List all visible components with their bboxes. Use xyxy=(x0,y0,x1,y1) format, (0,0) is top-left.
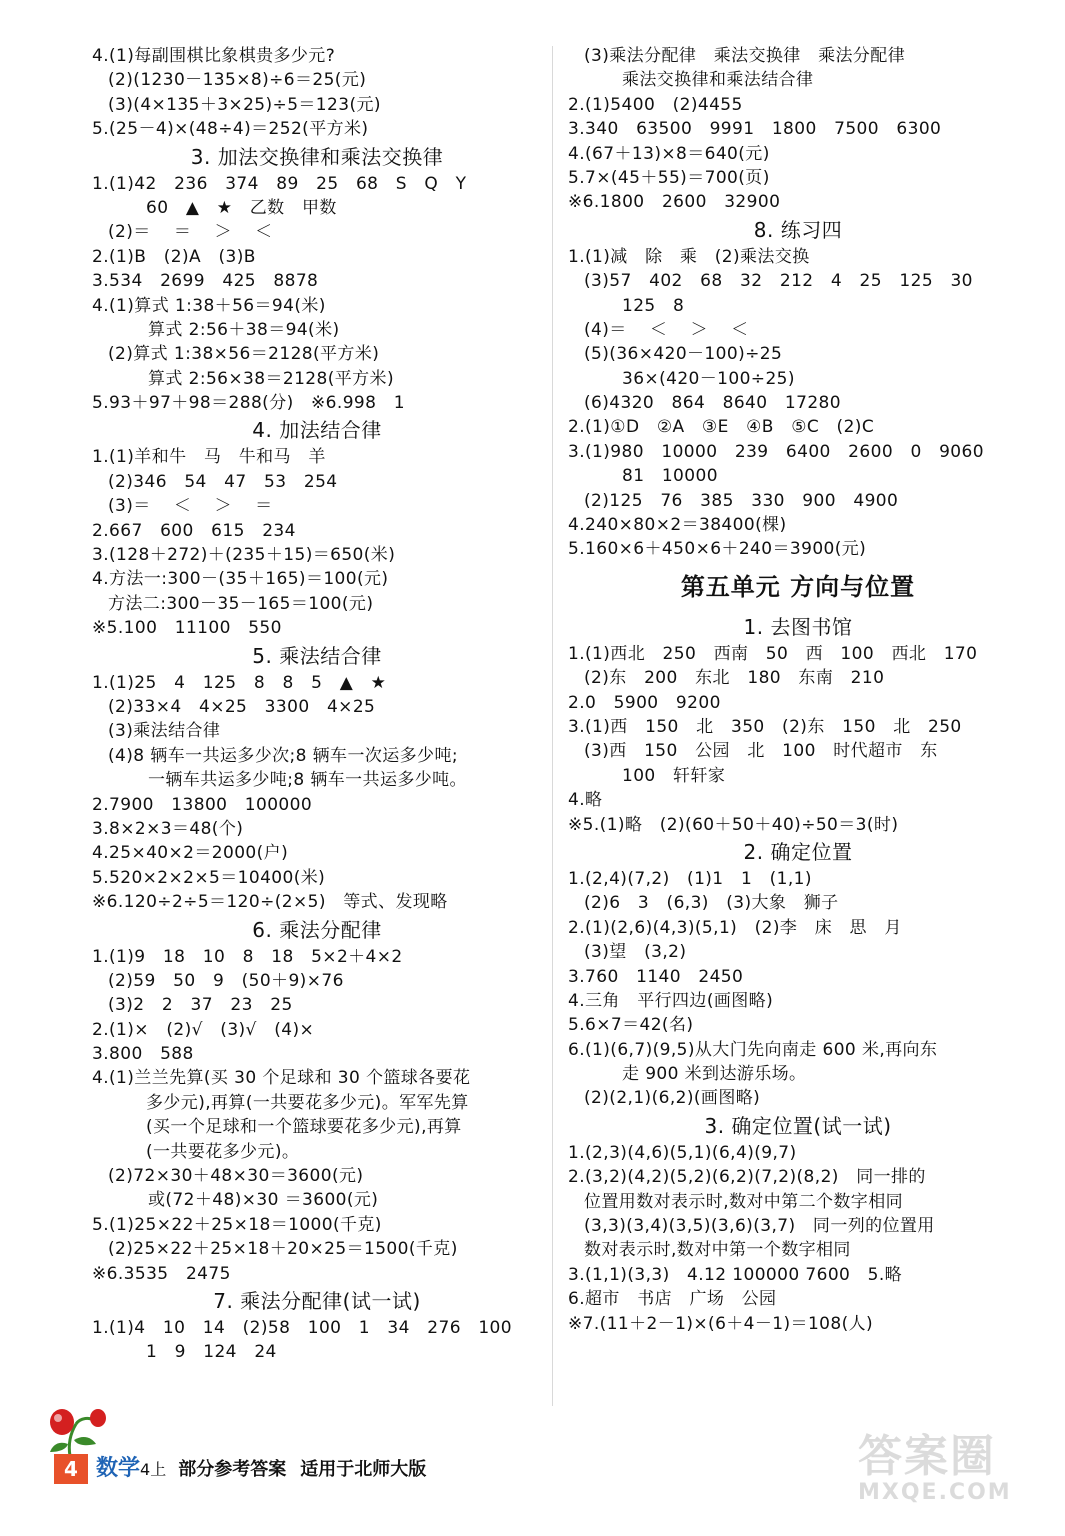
answer-line: ※5.(1)略 (2)(60＋50＋40)÷50＝3(时) xyxy=(568,814,899,835)
answer-line: 2.(1)× (2)√ (3)√ (4)× xyxy=(92,1019,315,1040)
answer-line: 1.(1)4 10 14 (2)58 100 1 34 276 100 xyxy=(92,1317,512,1338)
answer-line: (3)望 (3,2) xyxy=(584,942,687,963)
answer-line: 6.(1)(6,7)(9,5)从大门先向南走 600 米,再向东 xyxy=(568,1039,938,1060)
answer-line: (3)(4×135＋3×25)÷5＝123(元) xyxy=(108,94,381,115)
answer-line: 2.667 600 615 234 xyxy=(92,520,296,541)
answer-line: 一辆车共运多少吨;8 辆车一共运多少吨。 xyxy=(148,770,467,791)
answer-line: ※6.3535 2475 xyxy=(92,1263,231,1284)
watermark-logo xyxy=(858,1420,1058,1530)
answer-line: (2)33×4 4×25 3300 4×25 xyxy=(108,696,376,717)
answer-line: (5)(36×420－100)÷25 xyxy=(584,344,783,365)
watermark-top: 答案圈 xyxy=(858,1431,996,1482)
answer-line: 4.方法一:300－(35＋165)＝100(元) xyxy=(92,569,389,590)
answer-line: (3)乘法分配律 乘法交换律 乘法分配律 xyxy=(584,46,906,66)
answer-line: (6)4320 864 8640 17280 xyxy=(584,393,841,414)
answer-line: (2)＝ ＝ ＞ ＜ xyxy=(108,222,273,243)
answer-line: 1.(1)羊和牛 马 牛和马 羊 xyxy=(92,447,326,468)
answer-line: 3.8×2×3＝48(个) xyxy=(92,818,244,839)
answer-line: (2)72×30＋48×30＝3600(元) xyxy=(108,1166,364,1187)
answer-line: 2.(1)(2,6)(4,3)(5,1) (2)李 床 思 月 xyxy=(568,917,902,938)
answer-line: (3)乘法结合律 xyxy=(108,721,221,742)
answer-line: 数对表示时,数对中第一个数字相同 xyxy=(584,1240,851,1261)
answer-line: 位置用数对表示时,数对中第二个数字相同 xyxy=(584,1191,904,1212)
section-heading: 3. 加法交换律和乘法交换律 xyxy=(190,144,444,169)
answer-line: (3)＝ ＜ ＞ ＝ xyxy=(108,496,273,517)
answer-line: 方法二:300－35－165＝100(元) xyxy=(108,593,374,614)
answer-line: 81 10000 xyxy=(622,466,718,487)
answer-line: (2)算式 1:38×56＝2128(平方米) xyxy=(108,344,380,365)
answer-line: 或(72＋48)×30 ＝3600(元) xyxy=(148,1190,379,1211)
answer-line: 5.7×(45＋55)＝700(页) xyxy=(568,167,770,188)
column-divider xyxy=(552,46,553,1406)
answer-line: 5.6×7＝42(名) xyxy=(568,1015,694,1036)
answer-line: (2)125 76 385 330 900 4900 xyxy=(584,490,899,511)
answer-line: (2)(1230－135×8)÷6＝25(元) xyxy=(108,70,367,91)
answer-line: 1.(2,4)(7,2) (1)1 1 (1,1) xyxy=(568,868,812,889)
answer-line: 2.(1)①D ②A ③E ④B ⑤C (2)C xyxy=(568,417,875,438)
section-heading: 1. 去图书馆 xyxy=(743,614,853,639)
answer-line: (3)57 402 68 32 212 4 25 125 30 xyxy=(584,271,973,292)
unit-title: 第五单元 方向与位置 xyxy=(680,572,916,601)
answer-line: 4.(67＋13)×8＝640(元) xyxy=(568,143,770,164)
answer-line: (2)东 200 东北 180 东南 210 xyxy=(584,668,885,689)
answer-line: 4.(1)兰兰先算(买 30 个足球和 30 个篮球各要花 xyxy=(92,1068,471,1089)
answer-line: ※5.100 11100 550 xyxy=(92,618,282,639)
section-heading: 5. 乘法结合律 xyxy=(252,643,382,668)
section-heading: 2. 确定位置 xyxy=(743,839,853,864)
grade-label: 4上 xyxy=(140,1460,167,1479)
answer-line: 1 9 124 24 xyxy=(146,1342,277,1363)
answer-line: 2.(3,2)(4,2)(5,2)(6,2)(7,2)(8,2) 同一排的 xyxy=(568,1167,926,1188)
answer-line: 2.7900 13800 100000 xyxy=(92,794,313,815)
answer-line: (一共要花多少元)。 xyxy=(146,1141,300,1162)
answer-line: ※6.1800 2600 32900 xyxy=(568,192,781,213)
answer-line: 2.(1)B (2)A (3)B xyxy=(92,246,256,267)
answer-line: 多少元),再算(一共要花多少元)。军军先算 xyxy=(146,1092,469,1113)
answer-line: 3.534 2699 425 8878 xyxy=(92,271,319,292)
answer-line: 2.0 5900 9200 xyxy=(568,692,721,713)
answer-line: 3.(1)西 150 北 350 (2)东 150 北 250 xyxy=(568,716,962,737)
answer-line: ※6.120÷2÷5＝120÷(2×5) 等式、发现略 xyxy=(92,892,448,913)
answer-line: (2)25×22＋25×18＋20×25＝1500(千克) xyxy=(108,1239,458,1260)
left-answer-column xyxy=(92,44,542,1365)
answer-line: 4.25×40×2＝2000(户) xyxy=(92,843,289,864)
answer-line: (3)西 150 公园 北 100 时代超市 东 xyxy=(584,741,938,762)
answer-line: (2)6 3 (6,3) (3)大象 狮子 xyxy=(584,893,839,914)
answer-line: 4.(1)算式 1:38＋56＝94(米) xyxy=(92,295,326,316)
answer-line: 5.520×2×2×5＝10400(米) xyxy=(92,867,326,888)
answer-line: 走 900 米到达游乐场。 xyxy=(622,1064,807,1085)
watermark-bottom: MXQE.COM xyxy=(858,1480,1012,1505)
answer-line: 算式 2:56×38＝2128(平方米) xyxy=(148,368,394,389)
answer-line: 36×(420－100÷25) xyxy=(622,368,795,389)
answer-line: 5.93＋97＋98＝288(分) ※6.998 1 xyxy=(92,393,405,414)
answer-line: (2)346 54 47 53 254 xyxy=(108,471,338,492)
edition-label: 适用于北师大版 xyxy=(300,1459,427,1480)
answer-line: 1.(1)25 4 125 8 8 5 ▲ ★ xyxy=(92,672,387,693)
answer-line: (2)59 50 9 (50＋9)×76 xyxy=(108,970,344,991)
section-heading: 4. 加法结合律 xyxy=(252,418,382,443)
answer-line: (3)2 2 37 23 25 xyxy=(108,995,293,1016)
answer-line: 1.(1)减 除 乘 (2)乘法交换 xyxy=(568,246,810,267)
answer-line: 60 ▲ ★ 乙数 甲数 xyxy=(146,197,337,218)
answer-line: (2)(2,1)(6,2)(画图略) xyxy=(584,1088,761,1109)
page-number: 4 xyxy=(54,1454,88,1484)
answer-line: 3.800 588 xyxy=(92,1044,194,1065)
answer-line: 乘法交换律和乘法结合律 xyxy=(622,70,814,91)
section-heading: 7. 乘法分配律(试一试) xyxy=(213,1288,421,1313)
answer-line: 5.(1)25×22＋25×18＝1000(千克) xyxy=(92,1214,382,1235)
answer-line: 6.超市 书店 广场 公园 xyxy=(568,1289,777,1310)
answer-line: (4)8 辆车一共运多少次;8 辆车一次运多少吨; xyxy=(108,745,458,766)
answer-line: 1.(1)西北 250 西南 50 西 100 西北 170 xyxy=(568,643,978,664)
section-label: 部分参考答案 xyxy=(178,1459,287,1480)
answer-line: 1.(2,3)(4,6)(5,1)(6,4)(9,7) xyxy=(568,1142,797,1163)
answer-line: 100 轩轩家 xyxy=(622,765,726,786)
answer-line: 3.(128＋272)＋(235＋15)＝650(米) xyxy=(92,545,396,566)
answer-line: 1.(1)42 236 374 89 25 68 S Q Y xyxy=(92,173,467,194)
answer-line: 算式 2:56＋38＝94(米) xyxy=(148,319,340,340)
flower-logo-icon xyxy=(40,1404,110,1460)
section-heading: 8. 练习四 xyxy=(753,217,843,242)
right-answer-column xyxy=(568,44,1028,1336)
answer-line: (4)＝ ＜ ＞ ＜ xyxy=(584,319,749,340)
answer-line: 125 8 xyxy=(622,295,685,316)
answer-line: 2.(1)5400 (2)4455 xyxy=(568,94,743,115)
section-heading: 6. 乘法分配律 xyxy=(252,917,382,942)
answer-line: (买一个足球和一个篮球要花多少元),再算 xyxy=(146,1117,462,1138)
subject-label: 数学 xyxy=(96,1456,141,1481)
answer-line: 4.(1)每副围棋比象棋贵多少元? xyxy=(92,46,336,66)
answer-line: 4.略 xyxy=(568,790,603,811)
answer-line: 5.(25－4)×(48÷4)＝252(平方米) xyxy=(92,119,369,140)
answer-line: 4.三角 平行四边(画图略) xyxy=(568,990,774,1011)
section-heading: 3. 确定位置(试一试) xyxy=(704,1113,892,1138)
answer-line: 3.(1)980 10000 239 6400 2600 0 9060 xyxy=(568,441,984,462)
footer-title xyxy=(96,1454,440,1485)
answer-line: 5.160×6＋450×6＋240＝3900(元) xyxy=(568,539,867,560)
answer-line: ※7.(11＋2－1)×(6＋4－1)＝108(人) xyxy=(568,1313,874,1334)
answer-line: 3.760 1140 2450 xyxy=(568,966,744,987)
answer-line: 4.240×80×2＝38400(棵) xyxy=(568,515,787,536)
answer-line: 3.340 63500 9991 1800 7500 6300 xyxy=(568,119,942,140)
answer-line: 1.(1)9 18 10 8 18 5×2＋4×2 xyxy=(92,946,403,967)
answer-line: (3,3)(3,4)(3,5)(3,6)(3,7) 同一列的位置用 xyxy=(584,1216,935,1237)
answer-line: 3.(1,1)(3,3) 4.12 100000 7600 5.略 xyxy=(568,1264,903,1285)
